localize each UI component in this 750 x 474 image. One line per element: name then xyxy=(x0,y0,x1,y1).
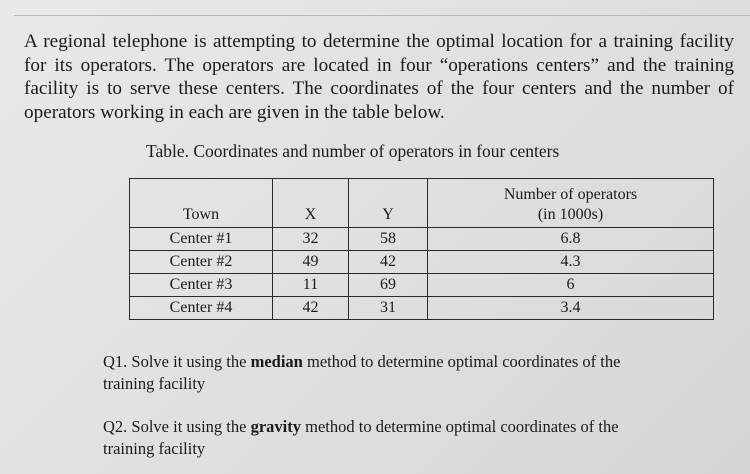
question-1-line-2: training facility xyxy=(103,374,206,393)
top-divider xyxy=(14,15,750,16)
problem-line-4: operators working in each are given in the table below. xyxy=(24,101,445,123)
cell-town: Center #1 xyxy=(130,228,273,251)
question-1-suffix: method to determine optimal coordinates of the xyxy=(302,352,621,371)
problem-line-2: for its operators. The operators are located in four “operations centers” and the training xyxy=(24,54,734,76)
cell-operators: 3.4 xyxy=(428,297,714,320)
question-2-suffix: method to determine optimal coordinates of the xyxy=(301,417,619,436)
cell-x: 49 xyxy=(273,251,349,274)
table-caption: Table. Coordinates and number of operators in four centers xyxy=(146,141,560,161)
problem-line-1: A regional telephone is attempting to determine the optimal location for a training facility xyxy=(24,31,734,52)
cell-x: 32 xyxy=(273,228,349,251)
cell-y: 58 xyxy=(349,228,428,251)
cell-x: 11 xyxy=(273,274,349,297)
cell-operators: 6 xyxy=(428,274,714,297)
table-header-row xyxy=(130,179,714,228)
question-1-line-1 xyxy=(103,351,703,373)
cell-operators: 6.8 xyxy=(428,228,714,251)
cell-y: 31 xyxy=(349,297,428,320)
question-1-method: median xyxy=(250,352,303,371)
question-2-method: gravity xyxy=(250,417,301,436)
question-2 xyxy=(103,416,703,460)
table-row xyxy=(130,297,714,320)
cell-town: Center #3 xyxy=(130,274,273,297)
problem-line-3: facility is to serve these centers. The coordinates of the four centers and the number of xyxy=(24,78,734,100)
cell-y: 42 xyxy=(349,251,428,274)
header-town: Town xyxy=(130,179,273,228)
header-y: Y xyxy=(349,179,428,228)
header-operators xyxy=(428,179,714,228)
header-x: X xyxy=(273,179,349,228)
cell-x: 42 xyxy=(273,297,349,320)
question-1-prefix: Q1. Solve it using the xyxy=(103,352,251,371)
table-row xyxy=(130,228,714,251)
question-2-line-1 xyxy=(103,416,703,438)
cell-town: Center #4 xyxy=(130,297,273,320)
header-operators-line2: (in 1000s) xyxy=(537,206,604,223)
centers-table xyxy=(129,178,714,320)
table-row xyxy=(130,274,714,297)
table-row xyxy=(130,251,714,274)
problem-statement xyxy=(24,30,734,124)
question-2-prefix: Q2. Solve it using the xyxy=(103,417,251,436)
cell-operators: 4.3 xyxy=(428,251,714,274)
cell-town: Center #2 xyxy=(130,251,273,274)
question-1 xyxy=(103,351,703,395)
cell-y: 69 xyxy=(349,274,428,297)
question-2-line-2: training facility xyxy=(103,439,206,458)
header-operators-line1: Number of operators xyxy=(503,186,638,203)
